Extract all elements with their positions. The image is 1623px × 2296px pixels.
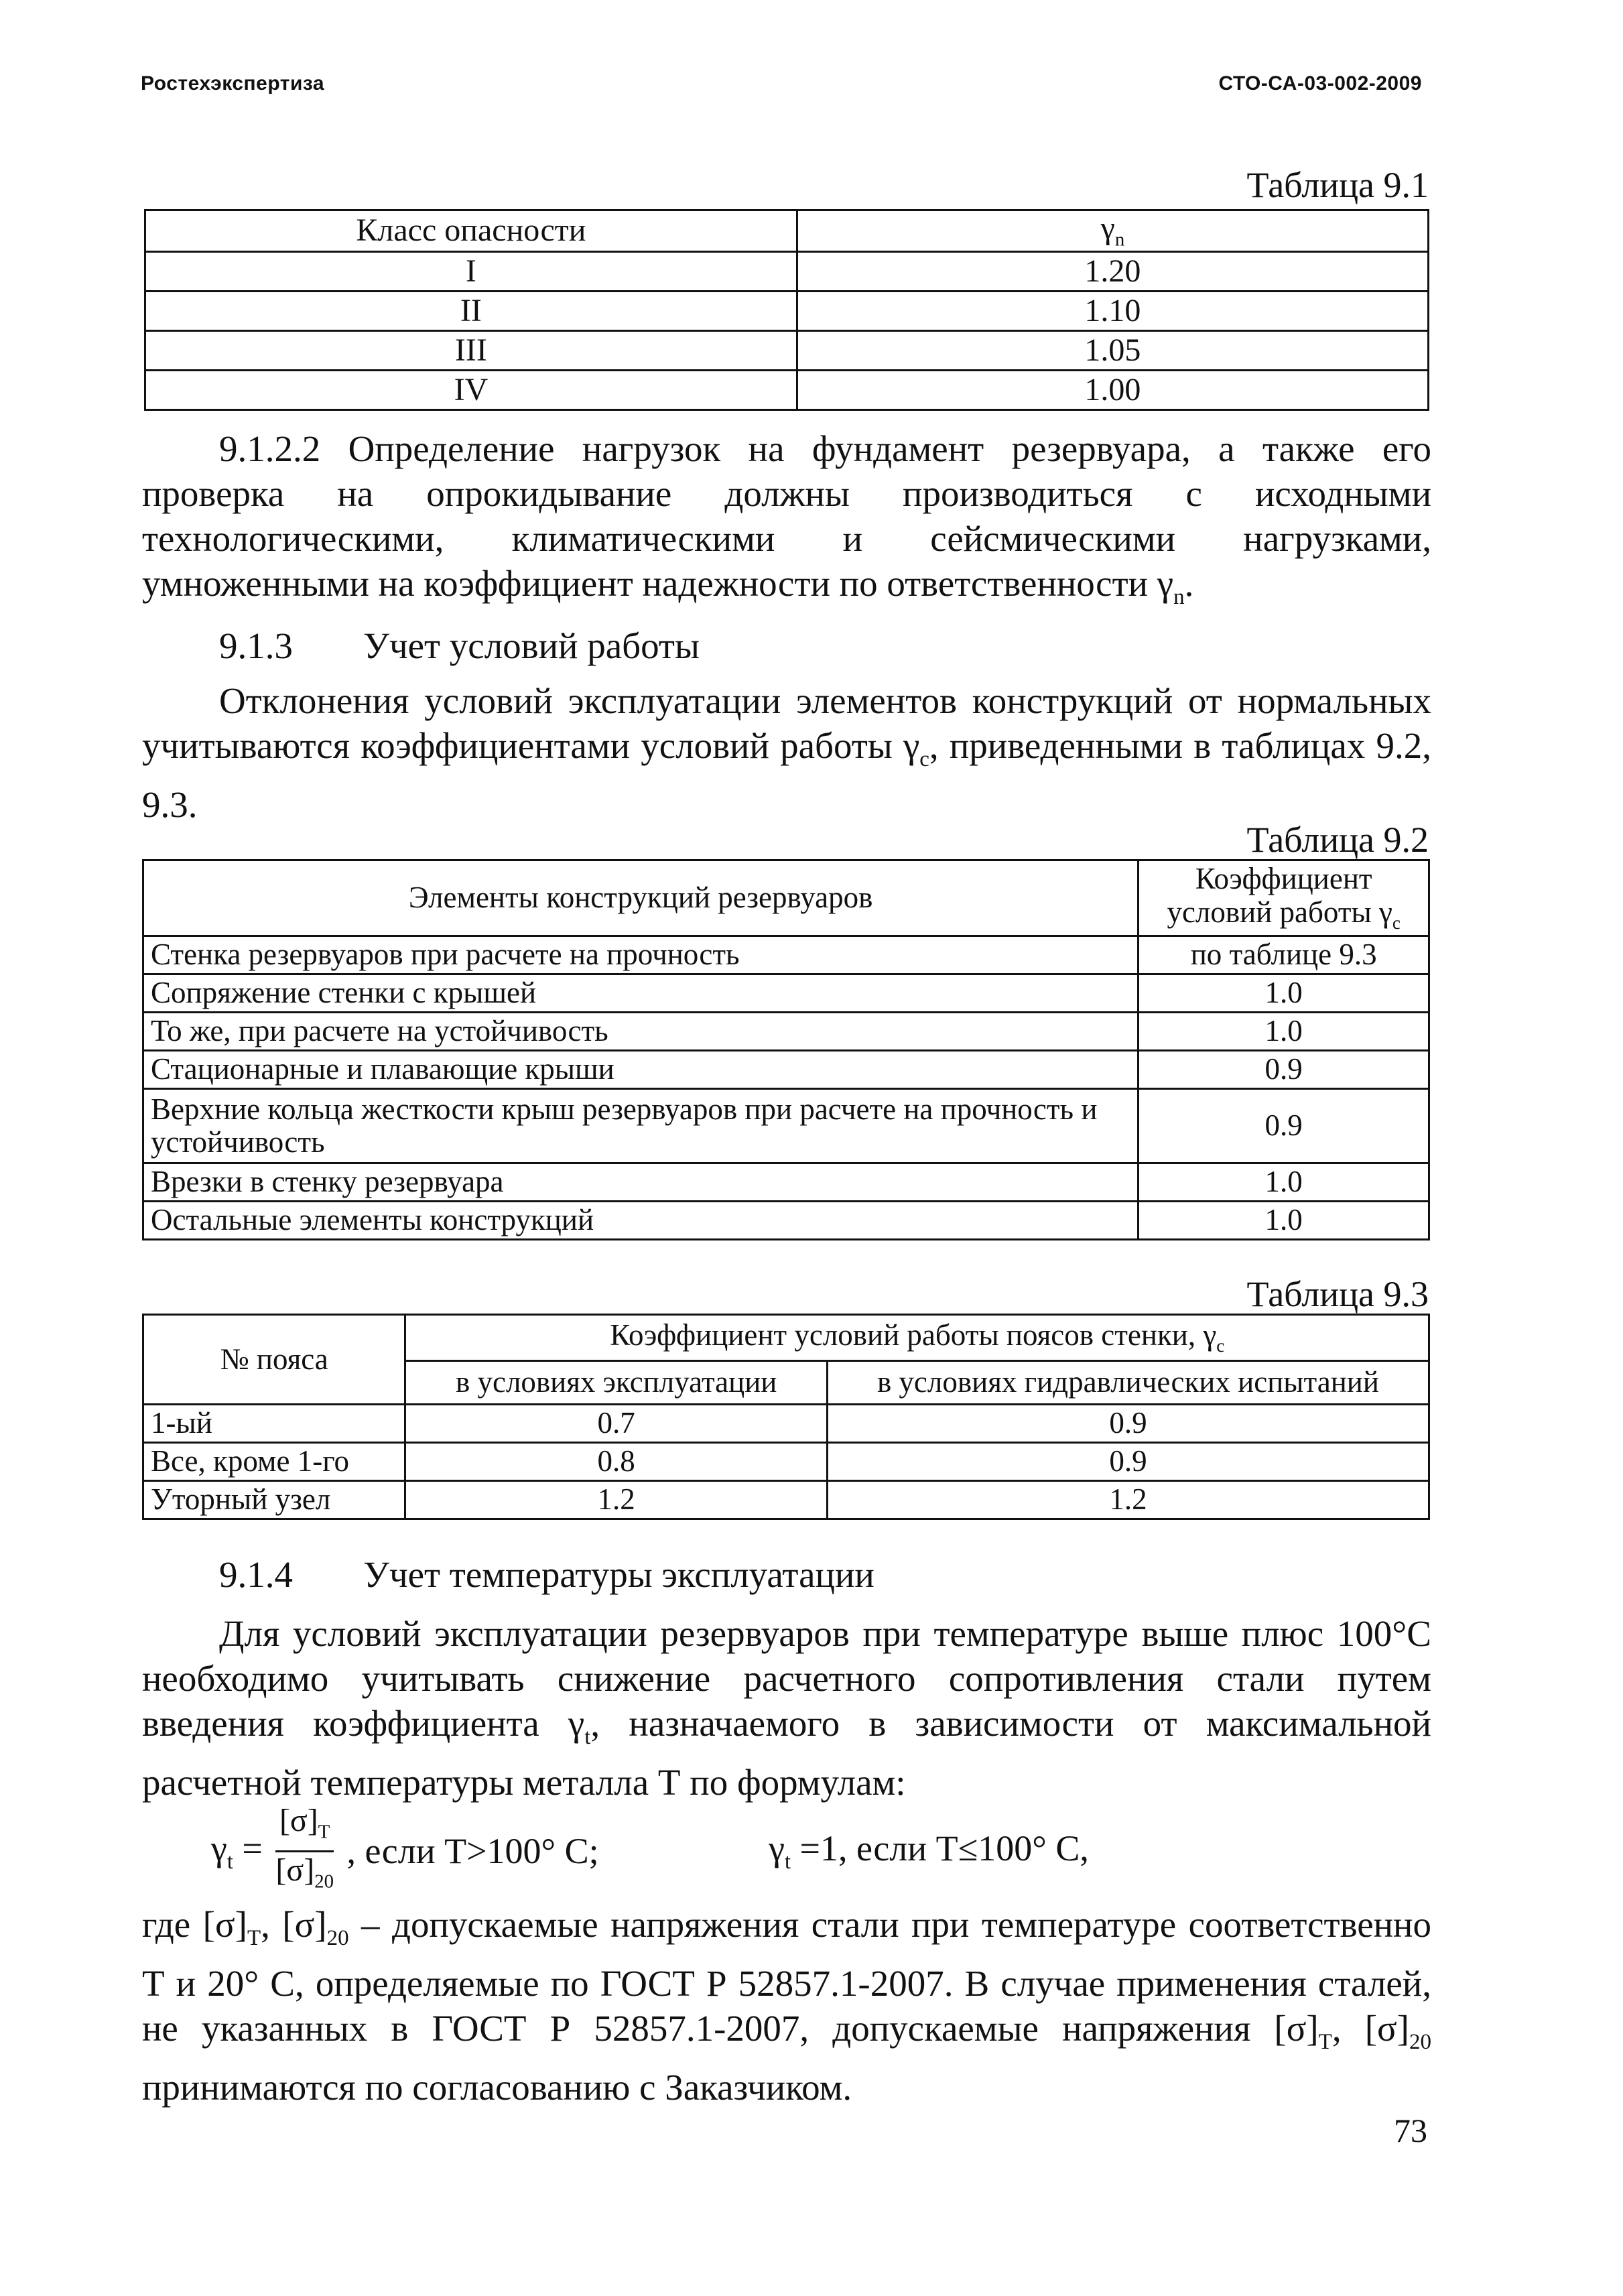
table-row [143, 1202, 1429, 1240]
table1-caption: Таблица 9.1 [1246, 165, 1429, 205]
formula [211, 1803, 1350, 1893]
paragraph-deviations: Отклонения условий эксплуатации элементов конструкций от нормальных учитываются коэффициентами условий работы $\gamma_c$, приведенными в таблицах 9.2, 9.3. [142, 680, 1431, 825]
page-number: 73 [1394, 2112, 1427, 2149]
cell-element: Врезки в стенку резервуара [143, 1163, 1139, 1202]
cell-element: Верхние кольца жесткости крыш резервуаров при расчете на прочность и устойчивость [143, 1089, 1139, 1163]
paragraph-9-1-2-2: 9.1.2.2 Определение нагрузок на фундамент резервуара, а также его проверка на опрокидывание должны производиться с исходными технологическими, климатическими и сейсмическими нагрузками, умноженными на коэффициент надежности по ответственности $\gamma_n$. [142, 428, 1431, 609]
cell-value: 1.05 [797, 331, 1428, 371]
cell-value: 1.20 [797, 252, 1428, 292]
table-row [143, 1443, 1429, 1481]
formula-part-2: $\gamma_t =1$, если Т≤100° С, [769, 1828, 1089, 1874]
cell-hydraulic: 1.2 [827, 1481, 1429, 1519]
cell-class: III [145, 331, 797, 371]
header-elements: Элементы конструкций резервуаров [143, 860, 1139, 936]
cell-value: 0.9 [1139, 1089, 1429, 1163]
formula-fraction: $\frac{[\sigma]_T}{[\sigma]_{20}}$ [275, 1803, 334, 1893]
table-9-2 [142, 859, 1430, 1240]
header-gamma-n: $\gamma_n$ [797, 210, 1428, 252]
table-row [143, 1013, 1429, 1051]
table-row [143, 1051, 1429, 1089]
formula-condition-1: , если Т>100° С; [346, 1831, 599, 1872]
formula-part-1: $\gamma_t$ = [211, 1828, 263, 1874]
table-row [145, 331, 1429, 371]
cell-belt: Все, кроме 1-го [143, 1443, 405, 1481]
paragraph-temperature: Для условий эксплуатации резервуаров при температуре выше плюс 100°С необходимо учитывать снижение расчетного сопротивления стали путем введения коэффициента $\gamma_t$, назначаемого в зависимости от максимальной расчетной температуры металла Т по формулам: [142, 1613, 1431, 1803]
header-coefficient-group: Коэффициент условий работы поясов стенки, $\gamma_c$ [405, 1315, 1429, 1361]
cell-value: 1.00 [797, 371, 1428, 410]
header-belt-number: № пояса [143, 1315, 405, 1405]
table-row [143, 1163, 1429, 1202]
table-row [143, 1405, 1429, 1443]
cell-class: IV [145, 371, 797, 410]
table-9-3 [142, 1314, 1430, 1520]
cell-value: 1.0 [1139, 1163, 1429, 1202]
cell-value: 1.0 [1139, 974, 1429, 1013]
cell-value: 1.0 [1139, 1013, 1429, 1051]
cell-class: I [145, 252, 797, 292]
table-row [143, 936, 1429, 974]
cell-operation: 0.8 [405, 1443, 827, 1481]
cell-belt: Уторный узел [143, 1481, 405, 1519]
cell-element: Остальные элементы конструкций [143, 1202, 1139, 1240]
header-hazard-class: Класс опасности [145, 210, 797, 252]
cell-hydraulic: 0.9 [827, 1405, 1429, 1443]
table-row [143, 1089, 1429, 1163]
org-header: Ростехэкспертиза [141, 72, 325, 94]
section-heading-9-1-4: 9.1.4 Учет температуры эксплуатации [219, 1554, 874, 1595]
cell-element: То же, при расчете на устойчивость [143, 1013, 1139, 1051]
paragraph-where: где $[\sigma]_Т$, $[\sigma]_{20}$ – допускаемые напряжения стали при температуре соответственно Т и 20° С, определяемые по ГОСТ Р 52857.1-2007. В случае применения сталей, не указанных в ГОСТ Р 52857.1-2007, допускаемые напряжения $[\sigma]_Т$, $[\sigma]_{20}$ принимаются по согласованию с Заказчиком. [142, 1904, 1431, 2108]
cell-value: 1.10 [797, 292, 1428, 331]
table-row [145, 371, 1429, 410]
table-row [145, 252, 1429, 292]
table-header-row [145, 210, 1429, 252]
cell-value: 1.0 [1139, 1202, 1429, 1240]
section-heading-9-1-3: 9.1.3 Учет условий работы [219, 625, 700, 666]
table-row [143, 974, 1429, 1013]
cell-operation: 0.7 [405, 1405, 827, 1443]
table-header-row [143, 860, 1429, 936]
cell-operation: 1.2 [405, 1481, 827, 1519]
header-hydraulic-tests: в условиях гидравлических испытаний [827, 1361, 1429, 1405]
cell-element: Стенка резервуаров при расчете на прочность [143, 936, 1139, 974]
table-row [143, 1481, 1429, 1519]
cell-value: по таблице 9.3 [1139, 936, 1429, 974]
cell-element: Стационарные и плавающие крыши [143, 1051, 1139, 1089]
cell-value: 0.9 [1139, 1051, 1429, 1089]
doc-code-header: СТО-СА-03-002-2009 [1218, 72, 1422, 94]
cell-hydraulic: 0.9 [827, 1443, 1429, 1481]
table-header-row [143, 1315, 1429, 1361]
cell-element: Сопряжение стенки с крышей [143, 974, 1139, 1013]
table-row [145, 292, 1429, 331]
cell-belt: 1-ый [143, 1405, 405, 1443]
table3-caption: Таблица 9.3 [1246, 1274, 1429, 1314]
table-9-1 [144, 209, 1429, 411]
table2-caption: Таблица 9.2 [1246, 820, 1429, 860]
cell-class: II [145, 292, 797, 331]
header-coefficient: Коэффициент условий работы $\gamma_c$ [1139, 860, 1429, 936]
header-operation: в условиях эксплуатации [405, 1361, 827, 1405]
